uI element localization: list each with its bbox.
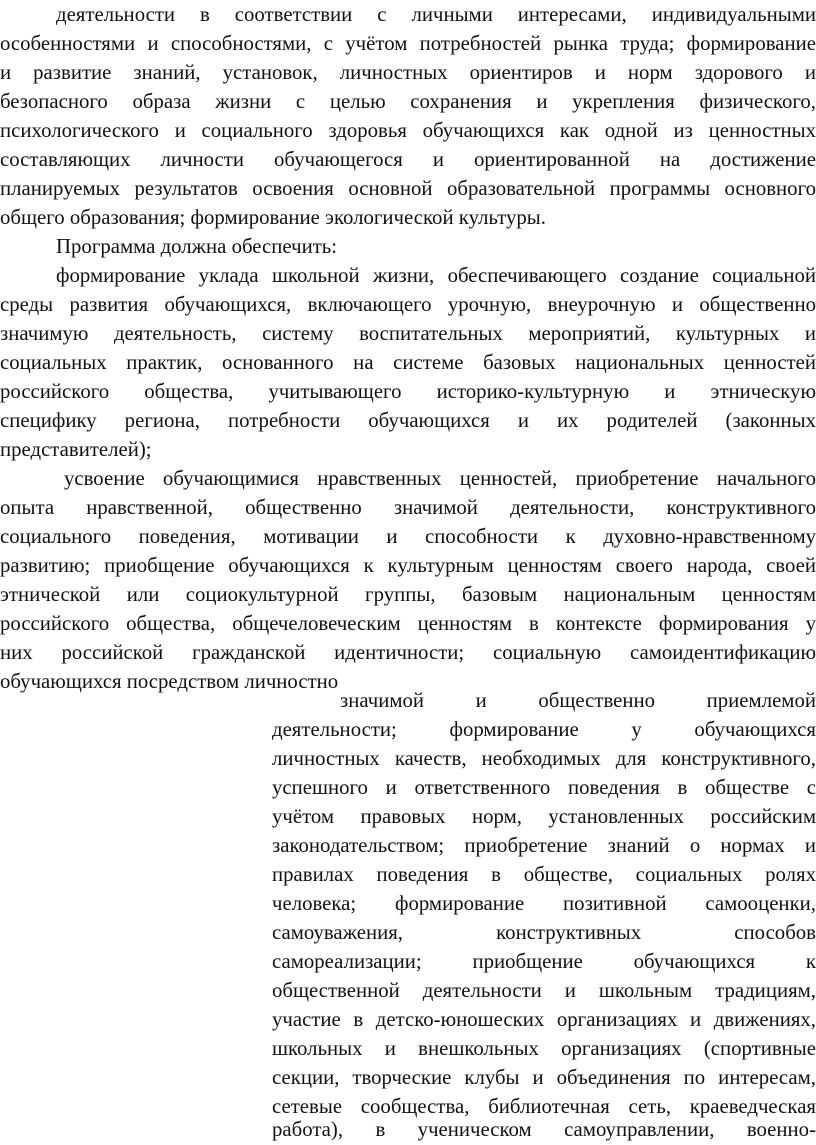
text-line: особенностями и способностями, с учётом потребностей рынка труда; формирование xyxy=(0,32,816,55)
text-line: представителей); xyxy=(0,438,152,461)
text-line: человека; формирование позитивной самооценки, xyxy=(272,892,816,915)
text-line: деятельности; формирование у обучающихся xyxy=(272,718,816,741)
text-line: Программа должна обеспечить: xyxy=(56,235,338,258)
text-line: общего образования; формирование экологической культуры. xyxy=(0,206,546,229)
text-line: самореализации; приобщение обучающихся к xyxy=(272,950,816,973)
text-line: формирование уклада школьной жизни, обеспечивающего создание социальной xyxy=(56,264,816,287)
text-line: социальных практик, основанного на системе базовых национальных ценностей xyxy=(0,351,816,374)
text-line: значимую деятельность, систему воспитательных мероприятий, культурных и xyxy=(0,322,816,345)
text-line: успешного и ответственного поведения в обществе с xyxy=(272,776,816,799)
text-line: секции, творческие клубы и объединения по интересам, xyxy=(272,1066,816,1089)
text-line: них российской гражданской идентичности; социальную самоидентификацию xyxy=(0,641,816,664)
text-line: учётом правовых норм, установленных российским xyxy=(272,805,816,828)
text-line: и развитие знаний, установок, личностных ориентиров и норм здорового и xyxy=(0,61,816,84)
text-line: значимой и общественно приемлемой xyxy=(340,689,816,712)
text-line: общественной деятельности и школьным традициям, xyxy=(272,979,816,1002)
text-line: сетевые сообщества, библиотечная сеть, краеведческая xyxy=(272,1095,816,1118)
text-line: обучающихся посредством личностно xyxy=(0,670,339,693)
text-line: социального поведения, мотивации и способности к духовно-нравственному xyxy=(0,525,816,548)
text-line: работа), в ученическом самоуправлении, военно- xyxy=(272,1118,816,1141)
text-line: планируемых результатов освоения основной образовательной программы основного xyxy=(0,177,816,200)
text-line: личностных качеств, необходимых для конструктивного, xyxy=(272,747,816,770)
text-line: самоуважения, конструктивных способов xyxy=(272,921,816,944)
text-line: участие в детско-юношеских организациях и движениях, xyxy=(272,1008,816,1031)
text-line: законодательством; приобретение знаний о нормах и xyxy=(272,834,816,857)
text-line: усвоение обучающимися нравственных ценностей, приобретение начального xyxy=(64,467,816,490)
text-line: психологического и социального здоровья обучающихся как одной из ценностных xyxy=(0,119,816,142)
text-line: специфику региона, потребности обучающихся и их родителей (законных xyxy=(0,409,816,432)
text-line: составляющих личности обучающегося и ориентированной на достижение xyxy=(0,148,816,171)
text-line: развитию; приобщение обучающихся к культурным ценностям своего народа, своей xyxy=(0,554,816,577)
text-line: деятельности в соответствии с личными интересами, индивидуальными xyxy=(56,3,816,26)
text-line: российского общества, общечеловеческим ценностям в контексте формирования у xyxy=(0,612,816,635)
text-line: безопасного образа жизни с целью сохранения и укрепления физического, xyxy=(0,90,816,113)
text-line: опыта нравственной, общественно значимой деятельности, конструктивного xyxy=(0,496,816,519)
text-line: школьных и внешкольных организациях (спортивные xyxy=(272,1037,816,1060)
text-line: российского общества, учитывающего историко-культурную и этническую xyxy=(0,380,816,403)
text-line: правилах поведения в обществе, социальных ролях xyxy=(272,863,816,886)
text-line: среды развития обучающихся, включающего урочную, внеурочную и общественно xyxy=(0,293,816,316)
text-line: этнической или социокультурной группы, базовым национальным ценностям xyxy=(0,583,816,606)
